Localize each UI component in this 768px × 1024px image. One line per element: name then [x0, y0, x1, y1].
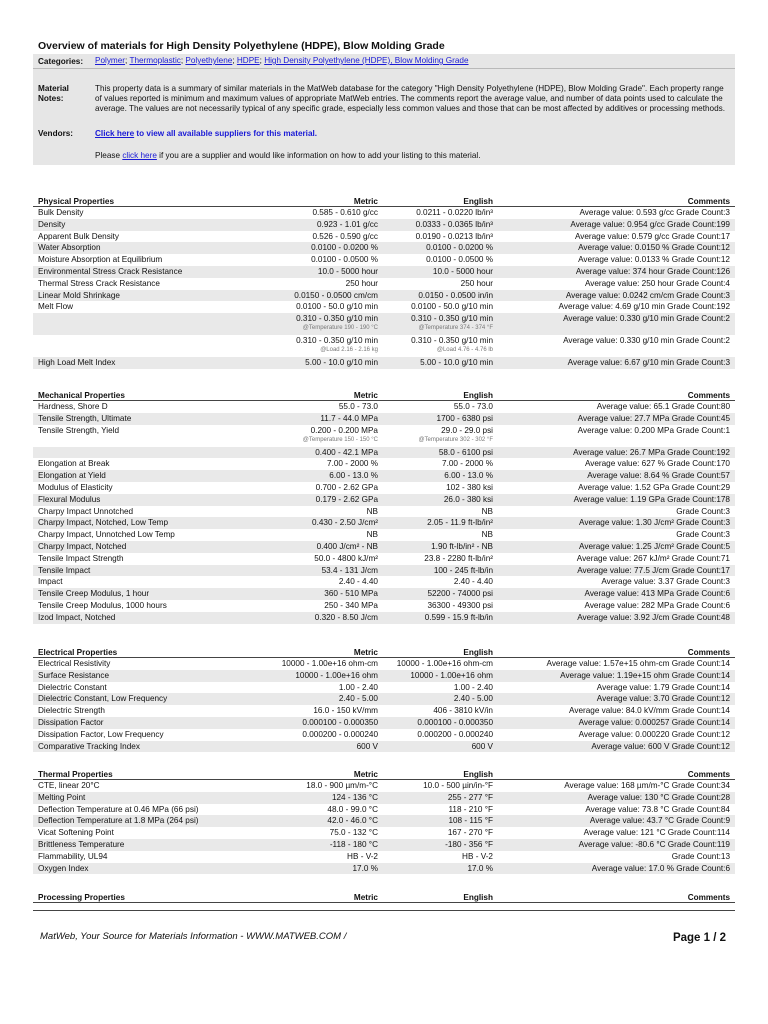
property-row — [33, 231, 735, 243]
english-value: 255 - 277 °F — [447, 792, 493, 802]
metric-value: 50.0 - 4800 kJ/m² — [314, 553, 378, 563]
property-name: Izod Impact, Notched — [38, 612, 116, 622]
property-name: Oxygen Index — [38, 863, 89, 873]
english-value: 108 - 115 °F — [448, 816, 493, 826]
property-name: High Load Melt Index — [38, 358, 116, 368]
metric-value: HB - V-2 — [347, 851, 378, 861]
metric-value: 2.40 - 4.40 — [338, 577, 378, 587]
comment-value: Average value: 3.70 Grade Count:12 — [596, 694, 730, 704]
english-condition: @Load 4.76 - 4.76 lb — [436, 347, 493, 354]
comment-value: Average value: 282 MPa Grade Count:6 — [584, 600, 730, 610]
property-row — [33, 804, 735, 816]
section-title: Thermal Properties — [38, 770, 113, 779]
property-row — [33, 565, 735, 577]
metric-value: 0.310 - 0.350 g/10 min @Temperature 190 - 190 °C — [248, 313, 378, 332]
property-row — [33, 705, 735, 717]
metric-value: 10000 - 1.00e+16 ohm — [295, 670, 378, 680]
property-row — [33, 494, 735, 506]
category-link[interactable]: Polymer — [95, 56, 126, 65]
comment-value: Average value: 413 MPa Grade Count:6 — [584, 589, 730, 599]
comment-value: Average value: 0.330 g/10 min Grade Count:2 — [563, 336, 730, 346]
english-value: 7.00 - 2000 % — [442, 459, 493, 469]
english-value: 1.90 ft-lb/in² - NB — [431, 541, 493, 551]
property-row — [33, 729, 735, 741]
metric-value: 0.430 - 2.50 J/cm² — [312, 518, 378, 528]
english-value: 0.000200 - 0.000240 — [417, 729, 493, 739]
property-name: Charpy Impact Unnotched — [38, 506, 134, 516]
metric-value: 11.7 - 44.0 MPa — [320, 413, 378, 423]
property-row — [33, 219, 735, 231]
english-value: 10000 - 1.00e+16 ohm-cm — [396, 659, 493, 668]
page-title: Overview of materials for High Density Polyethylene (HDPE), Blow Molding Grade — [38, 40, 445, 52]
property-name: Surface Resistance — [38, 670, 109, 680]
metric-value: 0.0100 - 0.0500 % — [311, 255, 378, 265]
property-section — [33, 768, 735, 874]
english-value: 0.0333 - 0.0365 lb/in³ — [415, 219, 493, 229]
comment-value: Average value: 267 kJ/m² Grade Count:71 — [576, 553, 730, 563]
property-name: Charpy Impact, Notched, Low Temp — [38, 518, 168, 528]
section-header — [33, 768, 735, 780]
english-header: English — [463, 893, 493, 902]
section-title: Mechanical Properties — [38, 391, 125, 400]
metric-value: 360 - 510 MPa — [324, 589, 378, 599]
property-row — [33, 815, 735, 827]
property-name: Environmental Stress Crack Resistance — [38, 266, 183, 276]
property-name: Tensile Creep Modulus, 1 hour — [38, 589, 150, 599]
comment-value: Average value: 43.7 °C Grade Count:9 — [589, 816, 730, 826]
metric-value: 0.0150 - 0.0500 cm/cm — [294, 290, 378, 300]
comment-value: Average value: 73.8 °C Grade Count:84 — [585, 804, 730, 814]
comment-value: Average value: 374 hour Grade Count:126 — [575, 266, 730, 276]
property-name: Flammability, UL94 — [38, 851, 108, 861]
property-row — [33, 482, 735, 494]
property-name: Modulus of Elasticity — [38, 482, 113, 492]
metric-value: 0.400 J/cm² - NB — [316, 541, 378, 551]
category-link[interactable]: Thermoplastic — [129, 56, 181, 65]
metric-value: 0.923 - 1.01 g/cc — [317, 219, 378, 229]
comment-value: Average value: 0.0242 cm/cm Grade Count:3 — [565, 290, 730, 300]
english-value: 17.0 % — [467, 863, 493, 873]
comment-value: Average value: 0.579 g/cc Grade Count:17 — [574, 231, 730, 241]
comment-value: Average value: 0.593 g/cc Grade Count:3 — [579, 208, 730, 217]
property-row — [33, 741, 735, 753]
comment-value: Average value: 0.330 g/10 min Grade Count:2 — [563, 314, 730, 324]
english-value: 10000 - 1.00e+16 ohm — [410, 670, 493, 680]
metric-header: Metric — [353, 893, 378, 902]
english-value: 1.00 - 2.40 — [453, 682, 493, 692]
metric-value: 0.0100 - 0.0200 % — [311, 243, 378, 253]
categories-row — [33, 54, 735, 69]
property-row — [33, 863, 735, 875]
metric-value: NB — [366, 530, 378, 540]
property-name: Water Absorption — [38, 243, 101, 253]
supplier-rest-text: if you are a supplier and would like information on how to add your listing to this material. — [156, 151, 481, 160]
property-row — [33, 792, 735, 804]
metric-condition: @Load 2.16 - 2.16 kg — [320, 347, 378, 354]
property-name: Electrical Resistivity — [38, 659, 111, 668]
property-name: Dielectric Constant — [38, 682, 107, 692]
metric-value: 7.00 - 2000 % — [327, 459, 378, 469]
comment-value: Average value: 84.0 kV/mm Grade Count:14 — [569, 706, 730, 716]
please-text: Please — [95, 151, 123, 160]
property-name: Elongation at Yield — [38, 471, 106, 481]
comment-value: Average value: 1.30 J/cm² Grade Count:3 — [579, 518, 730, 528]
notes-text: This property data is a summary of similar materials in the MatWeb database for the category "High Density Polyethylene (HDPE), Blow Molding Grade". Each property range of values reported is minimum and maximum values of appropriate MatWeb entries. The comments report the average value, and number of data points used to calculate the average. The values are not necessarily typical of any specific grade, especially less common values and those that can be most affected by additives or processing methods. — [95, 84, 726, 113]
comment-value: Average value: -80.6 °C Grade Count:119 — [578, 839, 730, 849]
property-name: Tensile Strength, Yield — [38, 425, 120, 435]
property-row — [33, 266, 735, 278]
property-row — [33, 357, 735, 369]
category-link[interactable]: High Density Polyethylene (HDPE), Blow Molding Grade — [264, 56, 469, 65]
metric-value: -118 - 180 °C — [329, 839, 378, 849]
metric-value: 0.200 - 0.200 MPa @Temperature 150 - 150 °C — [248, 425, 378, 444]
property-row — [33, 470, 735, 482]
english-value: 102 - 380 ksi — [446, 482, 493, 492]
metric-value: 0.320 - 8.50 J/cm — [314, 612, 378, 622]
comment-value: Average value: 27.7 MPa Grade Count:45 — [577, 413, 730, 423]
property-row — [33, 313, 735, 335]
property-row — [33, 600, 735, 612]
property-row — [33, 301, 735, 313]
metric-condition: @Temperature 150 - 150 °C — [302, 436, 378, 443]
metric-value: 10000 - 1.00e+16 ohm-cm — [281, 659, 378, 668]
property-name: Moisture Absorption at Equilibrium — [38, 255, 163, 265]
property-row — [33, 335, 735, 357]
english-value: 23.8 - 2280 ft-lb/in² — [424, 553, 493, 563]
english-value: 58.0 - 6100 psi — [438, 447, 493, 457]
metric-value: 55.0 - 73.0 — [338, 402, 378, 411]
property-row — [33, 506, 735, 518]
property-name: Deflection Temperature at 0.46 MPa (66 psi) — [38, 804, 199, 814]
property-row — [33, 425, 735, 447]
property-row — [33, 682, 735, 694]
metric-value: 1.00 - 2.40 — [338, 682, 378, 692]
notes-label: Material Notes: — [38, 84, 69, 103]
property-name: Dielectric Strength — [38, 706, 105, 716]
english-value: -180 - 356 °F — [445, 839, 493, 849]
property-row — [33, 693, 735, 705]
property-name: Dissipation Factor — [38, 717, 104, 727]
metric-value: 600 V — [356, 741, 378, 751]
categories-links: Polymer; Thermoplastic; Polyethylene; HDPE; High Density Polyethylene (HDPE), Blow Molding Grade — [95, 56, 469, 65]
page-number: Page 1 / 2 — [672, 932, 726, 944]
vendors-link-rest: to view all available suppliers for this material. — [134, 129, 318, 138]
property-name: Dielectric Constant, Low Frequency — [38, 694, 168, 704]
property-name: Impact — [38, 577, 63, 587]
english-header: English — [463, 648, 493, 657]
english-value: 36300 - 49300 psi — [427, 600, 493, 610]
english-value: 100 - 245 ft-lb/in — [433, 565, 493, 575]
comment-value: Average value: 600 V Grade Count:12 — [591, 741, 730, 751]
metric-header: Metric — [353, 197, 378, 206]
english-value: 118 - 210 °F — [448, 804, 493, 814]
metric-header: Metric — [353, 770, 378, 779]
property-name: Bulk Density — [38, 208, 84, 217]
comment-value: Average value: 121 °C Grade Count:114 — [583, 828, 730, 838]
property-name: Dissipation Factor, Low Frequency — [38, 729, 164, 739]
metric-value: 0.400 - 42.1 MPa — [315, 447, 378, 457]
property-row — [33, 401, 735, 413]
metric-value: 0.310 - 0.350 g/10 min @Load 2.16 - 2.16 kg — [248, 335, 378, 354]
section-header — [33, 891, 735, 903]
english-condition: @Temperature 302 - 302 °F — [418, 436, 493, 443]
english-value: 2.05 - 11.9 ft-lb/in² — [427, 518, 493, 528]
property-name: Tensile Strength, Ultimate — [38, 413, 132, 423]
comment-value: Average value: 1.52 GPa Grade Count:29 — [578, 482, 730, 492]
comment-value: Average value: 1.79 Grade Count:14 — [596, 682, 730, 692]
english-value: 10.0 - 5000 hour — [432, 266, 493, 276]
property-row — [33, 242, 735, 254]
property-name: Tensile Creep Modulus, 1000 hours — [38, 600, 167, 610]
english-value: 600 V — [471, 741, 493, 751]
property-name: Hardness, Shore D — [38, 402, 108, 411]
english-header: English — [463, 770, 493, 779]
property-name: Elongation at Break — [38, 459, 110, 469]
property-section — [33, 646, 735, 752]
comment-value: Average value: 0.000257 Grade Count:14 — [578, 717, 730, 727]
comment-value: Average value: 0.0150 % Grade Count:12 — [578, 243, 730, 253]
comments-header: Comments — [687, 391, 730, 400]
metric-value: 2.40 - 5.00 — [338, 694, 378, 704]
metric-value: 18.0 - 900 µm/m-°C — [306, 781, 378, 790]
property-row — [33, 670, 735, 682]
english-value: 0.0190 - 0.0213 lb/in³ — [415, 231, 493, 241]
english-value: 0.0150 - 0.0500 in/in — [418, 290, 493, 300]
english-value: 0.0100 - 50.0 g/10 min — [411, 302, 493, 312]
english-value: 1700 - 6380 psi — [436, 413, 493, 423]
property-section — [33, 389, 735, 624]
comment-value: Average value: 4.69 g/10 min Grade Count:192 — [558, 302, 730, 312]
section-title: Processing Properties — [38, 893, 125, 902]
comment-value: Average value: 130 °C Grade Count:28 — [587, 792, 730, 802]
english-value: 0.0100 - 0.0200 % — [426, 243, 493, 253]
english-value: HB - V-2 — [462, 851, 493, 861]
comment-value: Average value: 0.000220 Grade Count:12 — [578, 729, 730, 739]
property-row — [33, 780, 735, 792]
comment-value: Average value: 3.92 J/cm Grade Count:48 — [577, 612, 730, 622]
comments-header: Comments — [687, 648, 730, 657]
property-row — [33, 207, 735, 219]
comment-value: Average value: 1.19 GPa Grade Count:178 — [573, 494, 730, 504]
metric-value: 0.526 - 0.590 g/cc — [312, 231, 378, 241]
property-name: Density — [38, 219, 66, 229]
property-row — [33, 541, 735, 553]
english-value: 0.000100 - 0.000350 — [417, 717, 493, 727]
footer-text: MatWeb, Your Source for Materials Information - WWW.MATWEB.COM / — [40, 931, 347, 942]
metric-value: 10.0 - 5000 hour — [317, 266, 378, 276]
comment-value: Average value: 627 % Grade Count:170 — [584, 459, 730, 469]
metric-value: 16.0 - 150 kV/mm — [313, 706, 378, 716]
comment-value: Average value: 17.0 % Grade Count:6 — [591, 863, 730, 873]
metric-value: 250 - 340 MPa — [324, 600, 378, 610]
property-name: Tensile Impact Strength — [38, 553, 124, 563]
property-name: CTE, linear 20°C — [38, 781, 100, 790]
comment-value: Average value: 26.7 MPa Grade Count:192 — [573, 447, 730, 457]
english-value: NB — [481, 530, 493, 540]
property-name: Comparative Tracking Index — [38, 741, 140, 751]
comment-value: Grade Count:13 — [671, 851, 730, 861]
footer-rule — [33, 910, 735, 911]
property-row — [33, 839, 735, 851]
metric-value: 0.0100 - 50.0 g/10 min — [296, 302, 378, 312]
property-row — [33, 458, 735, 470]
metric-value: 0.179 - 2.62 GPa — [315, 494, 378, 504]
vendors-link[interactable]: Click here — [95, 129, 135, 138]
comment-value: Average value: 0.200 MPa Grade Count:1 — [577, 425, 730, 435]
metric-value: 0.585 - 0.610 g/cc — [312, 208, 378, 217]
comment-value: Average value: 168 µm/m-°C Grade Count:34 — [564, 781, 730, 790]
english-value: 6.00 - 13.0 % — [444, 471, 493, 481]
property-name: Linear Mold Shrinkage — [38, 290, 120, 300]
property-name: Charpy Impact, Unnotched Low Temp — [38, 530, 175, 540]
property-name: Apparent Bulk Density — [38, 231, 120, 241]
property-name: Melt Flow — [38, 302, 74, 312]
supplier-info-row — [33, 151, 735, 165]
english-value: 0.0211 - 0.0220 lb/in³ — [416, 208, 493, 217]
material-notes-row — [33, 84, 735, 114]
comment-value: Average value: 1.25 J/cm² Grade Count:5 — [579, 541, 730, 551]
category-link[interactable]: Polyethylene — [185, 56, 233, 65]
comments-header: Comments — [687, 197, 730, 206]
english-value: 29.0 - 29.0 psi @Temperature 302 - 302 °F — [378, 425, 493, 444]
property-name: Melting Point — [38, 792, 86, 802]
comment-value: Average value: 250 hour Grade Count:4 — [584, 278, 730, 288]
english-value: 0.310 - 0.350 g/10 min @Temperature 374 - 374 °F — [378, 313, 493, 332]
english-value: 0.310 - 0.350 g/10 min @Load 4.76 - 4.76 lb — [378, 335, 493, 354]
property-row — [33, 278, 735, 290]
property-row — [33, 658, 735, 670]
metric-value: 5.00 - 10.0 g/10 min — [305, 358, 378, 368]
metric-header: Metric — [353, 391, 378, 400]
property-name: Deflection Temperature at 1.8 MPa (264 psi) — [38, 816, 199, 826]
english-header: English — [463, 197, 493, 206]
english-value: 2.40 - 4.40 — [453, 577, 493, 587]
property-section — [33, 195, 735, 369]
section-title: Physical Properties — [38, 197, 114, 206]
property-row — [33, 827, 735, 839]
english-value: 0.0100 - 0.0500 % — [426, 255, 493, 265]
english-value: 167 - 270 °F — [447, 828, 493, 838]
metric-value: NB — [366, 506, 378, 516]
property-row — [33, 588, 735, 600]
property-name: Charpy Impact, Notched — [38, 541, 127, 551]
section-header — [33, 646, 735, 658]
property-name: Vicat Softening Point — [38, 828, 114, 838]
metric-condition: @Temperature 190 - 190 °C — [302, 325, 378, 332]
english-value: 10.0 - 500 µin/in-°F — [423, 781, 493, 790]
property-row — [33, 447, 735, 459]
comment-value: Average value: 8.64 % Grade Count:57 — [587, 471, 730, 481]
info-panel — [33, 54, 735, 165]
english-value: 5.00 - 10.0 g/10 min — [420, 358, 493, 368]
metric-value: 6.00 - 13.0 % — [329, 471, 378, 481]
comment-value: Average value: 65.1 Grade Count:80 — [596, 402, 730, 411]
english-condition: @Temperature 374 - 374 °F — [418, 325, 493, 332]
category-link[interactable]: HDPE — [236, 56, 260, 65]
comment-value: Average value: 3.37 Grade Count:3 — [601, 577, 730, 587]
property-section — [33, 891, 735, 903]
english-value: 52200 - 74000 psi — [427, 589, 493, 599]
vendors-row — [33, 129, 735, 139]
comment-value: Average value: 1.57e+15 ohm-cm Grade Count:14 — [546, 659, 730, 668]
comment-value: Grade Count:3 — [676, 506, 730, 516]
property-name: Tensile Impact — [38, 565, 91, 575]
metric-value: 0.700 - 2.62 GPa — [315, 482, 378, 492]
comment-value: Average value: 6.67 g/10 min Grade Count:3 — [567, 358, 730, 368]
english-value: NB — [481, 506, 493, 516]
vendors-label: Vendors: — [38, 129, 74, 138]
section-title: Electrical Properties — [38, 648, 118, 657]
metric-value: 0.000200 - 0.000240 — [302, 729, 378, 739]
supplier-click-here-link[interactable]: click here — [122, 151, 157, 160]
metric-value: 124 - 136 °C — [331, 792, 378, 802]
comments-header: Comments — [687, 893, 730, 902]
metric-value: 17.0 % — [352, 863, 378, 873]
property-row — [33, 413, 735, 425]
metric-header: Metric — [353, 648, 378, 657]
categories-label: Categories: — [38, 56, 84, 66]
property-row — [33, 717, 735, 729]
comment-value: Average value: 0.954 g/cc Grade Count:199 — [570, 219, 730, 229]
english-value: 250 hour — [460, 278, 493, 288]
metric-value: 0.000100 - 0.000350 — [302, 717, 378, 727]
property-row — [33, 529, 735, 541]
property-row — [33, 254, 735, 266]
section-header — [33, 389, 735, 401]
property-row — [33, 851, 735, 863]
property-row — [33, 290, 735, 302]
english-value: 55.0 - 73.0 — [453, 402, 493, 411]
property-name: Flexural Modulus — [38, 494, 101, 504]
property-row — [33, 553, 735, 565]
property-row — [33, 517, 735, 529]
english-value: 26.0 - 380 ksi — [443, 494, 493, 504]
comment-value: Grade Count:3 — [676, 530, 730, 540]
comment-value: Average value: 77.5 J/cm Grade Count:17 — [577, 565, 730, 575]
comment-value: Average value: 1.19e+15 ohm Grade Count:14 — [560, 670, 730, 680]
english-value: 406 - 3810 kV/in — [433, 706, 493, 716]
metric-value: 250 hour — [345, 278, 378, 288]
metric-value: 48.0 - 99.0 °C — [327, 804, 378, 814]
metric-value: 53.4 - 131 J/cm — [321, 565, 378, 575]
metric-value: 42.0 - 46.0 °C — [327, 816, 378, 826]
metric-value: 75.0 - 132 °C — [329, 828, 378, 838]
comments-header: Comments — [687, 770, 730, 779]
section-header — [33, 195, 735, 207]
english-value: 0.599 - 15.9 ft-lb/in — [424, 612, 493, 622]
property-row — [33, 612, 735, 624]
english-value: 2.40 - 5.00 — [453, 694, 493, 704]
property-row — [33, 576, 735, 588]
property-name: Thermal Stress Crack Resistance — [38, 278, 160, 288]
english-header: English — [463, 391, 493, 400]
property-name: Brittleness Temperature — [38, 839, 125, 849]
comment-value: Average value: 0.0133 % Grade Count:12 — [578, 255, 730, 265]
